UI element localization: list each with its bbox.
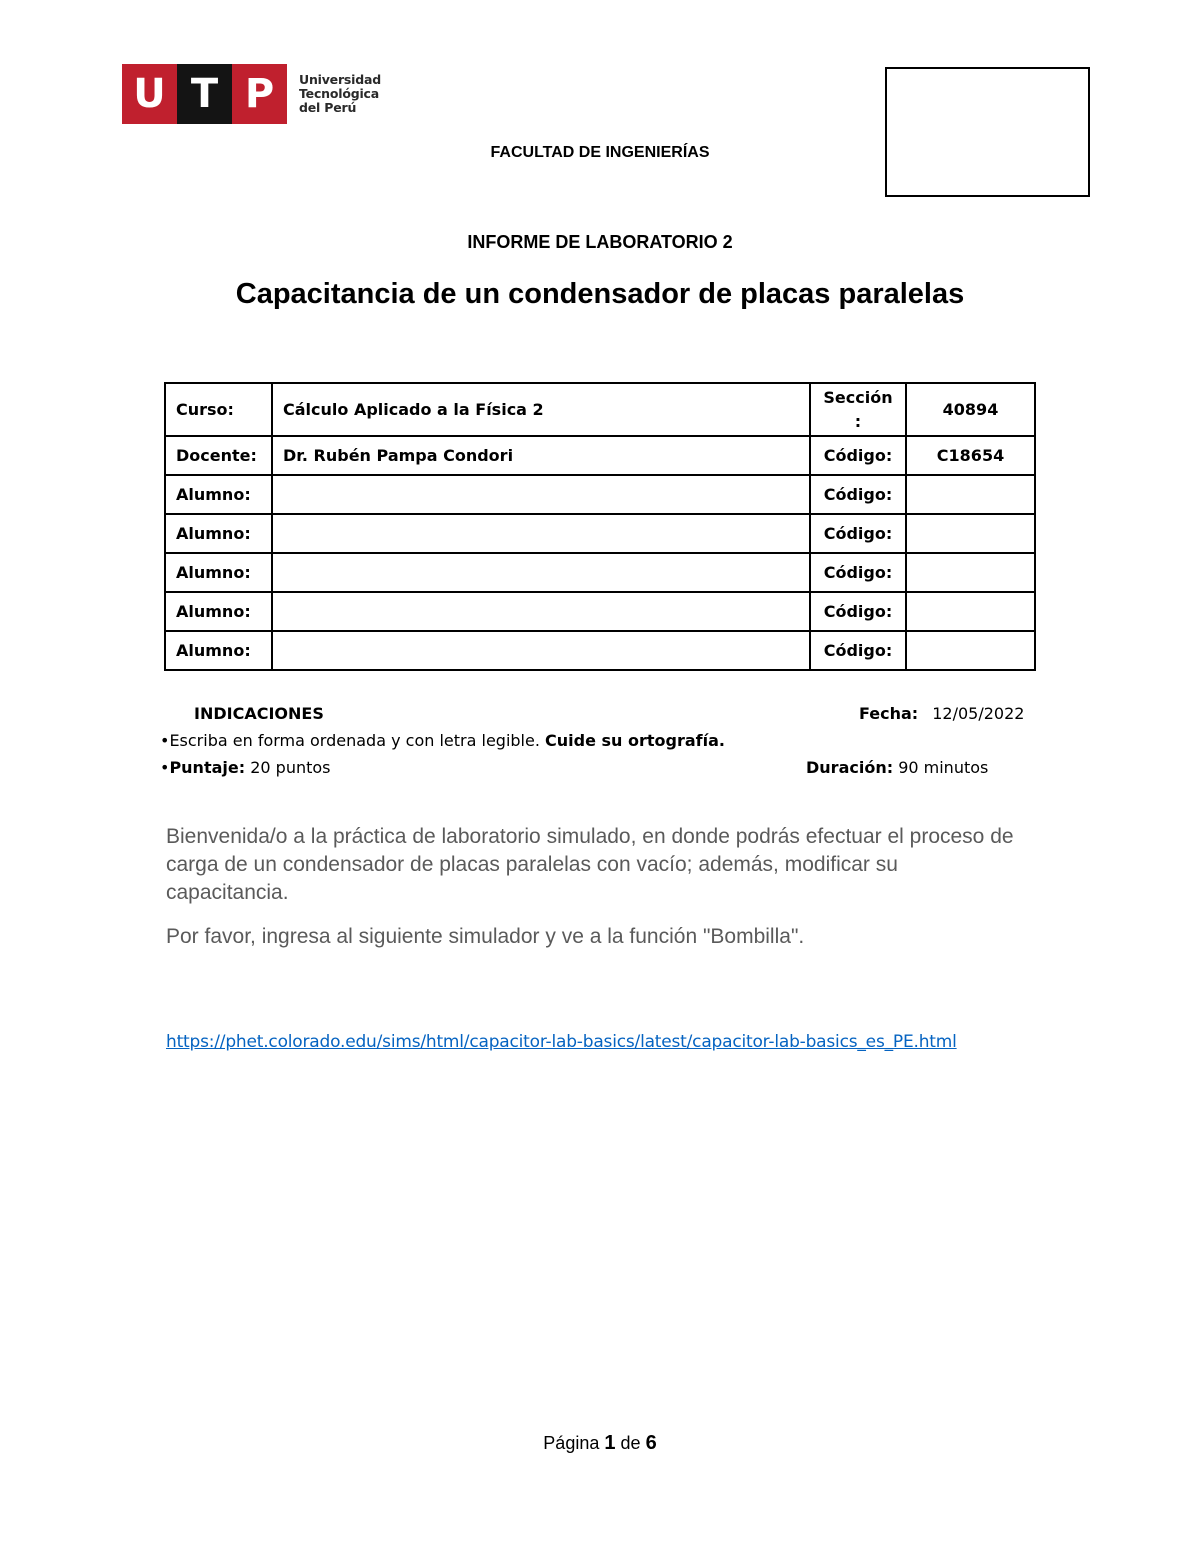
fecha-label: Fecha: [859, 704, 919, 723]
page-footer [0, 1432, 1200, 1455]
duracion-value: 90 minutos [898, 758, 989, 777]
info-table [164, 382, 1036, 671]
curso-value: Cálculo Aplicado a la Física 2 [272, 383, 810, 436]
alumno-label: Alumno: [165, 475, 272, 514]
logo-blocks [122, 64, 287, 124]
duracion [806, 758, 988, 777]
codigo-label: Código: [810, 553, 906, 592]
logo-letter-t: T [177, 64, 232, 124]
fecha-value: 12/05/2022 [932, 704, 1025, 723]
logo-text-line: Tecnológica [299, 86, 379, 101]
docente-value: Dr. Rubén Pampa Condori [272, 436, 810, 475]
puntaje-label: Puntaje: [169, 758, 246, 777]
photo-box [885, 67, 1090, 197]
utp-logo [122, 64, 381, 124]
fecha [859, 704, 1024, 723]
intro-paragraph: Bienvenida/o a la práctica de laboratorio simulado, en donde podrás efectuar el proceso de carga de un condensador de placas paralelas con vacío; además, modificar su capacitancia. [166, 825, 1014, 904]
logo-letter-u: U [122, 64, 177, 124]
duracion-label: Duración: [806, 758, 894, 777]
codigo-label: Código: [810, 475, 906, 514]
footer-de: de [620, 1433, 641, 1453]
footer-total-pages: 6 [645, 1432, 657, 1454]
table-row [165, 592, 1035, 631]
simulator-link[interactable]: https://phet.colorado.edu/sims/html/capacitor-lab-basics/latest/capacitor-lab-basics_es_PE.html [166, 1032, 957, 1052]
seccion-value: 40894 [906, 383, 1035, 436]
instruction-paragraph: Por favor, ingresa al siguiente simulador y ve a la función "Bombilla". [166, 925, 805, 948]
bullet: • [160, 731, 170, 750]
alumno-codigo-field[interactable] [906, 592, 1035, 631]
alumno-codigo-field[interactable] [906, 553, 1035, 592]
alumno-name-field[interactable] [272, 475, 810, 514]
faculty-heading: FACULTAD DE INGENIERÍAS [490, 144, 710, 161]
alumno-name-field[interactable] [272, 553, 810, 592]
codigo-label: Código: [810, 514, 906, 553]
logo-text-line: Universidad [299, 72, 381, 87]
alumno-codigo-field[interactable] [906, 514, 1035, 553]
puntaje-value: 20 puntos [250, 758, 331, 777]
seccion-label-cell [810, 383, 906, 436]
alumno-name-field[interactable] [272, 592, 810, 631]
page-title: Capacitancia de un condensador de placas paralelas [235, 278, 965, 310]
alumno-name-field[interactable] [272, 631, 810, 670]
docente-label: Docente: [165, 436, 272, 475]
indication-text: Escriba en forma ordenada y con letra legible. [169, 731, 540, 750]
logo-letter-p: P [232, 64, 287, 124]
table-row [165, 475, 1035, 514]
indication-line-2 [160, 758, 331, 777]
alumno-codigo-field[interactable] [906, 475, 1035, 514]
table-row [165, 553, 1035, 592]
seccion-label: Sección [823, 387, 893, 407]
table-row [165, 436, 1035, 475]
alumno-label: Alumno: [165, 631, 272, 670]
indication-line-1 [160, 731, 725, 750]
alumno-codigo-field[interactable] [906, 631, 1035, 670]
table-row [165, 514, 1035, 553]
indications-heading: INDICACIONES [194, 704, 324, 723]
bullet: • [160, 758, 170, 777]
footer-current-page: 1 [604, 1432, 616, 1454]
codigo-label: Código: [810, 436, 906, 475]
indication-bold-text: Cuide su ortografía. [545, 731, 725, 750]
alumno-label: Alumno: [165, 553, 272, 592]
alumno-name-field[interactable] [272, 514, 810, 553]
table-row [165, 631, 1035, 670]
codigo-label: Código: [810, 631, 906, 670]
docente-codigo: C18654 [906, 436, 1035, 475]
codigo-label: Código: [810, 592, 906, 631]
seccion-colon: : [854, 411, 862, 431]
curso-label: Curso: [165, 383, 272, 436]
logo-text-line: del Perú [299, 100, 357, 115]
footer-pagina: Página [543, 1433, 600, 1453]
table-row [165, 383, 1035, 436]
logo-wordmark [299, 73, 381, 115]
alumno-label: Alumno: [165, 592, 272, 631]
alumno-label: Alumno: [165, 514, 272, 553]
report-heading: INFORME DE LABORATORIO 2 [467, 232, 733, 252]
